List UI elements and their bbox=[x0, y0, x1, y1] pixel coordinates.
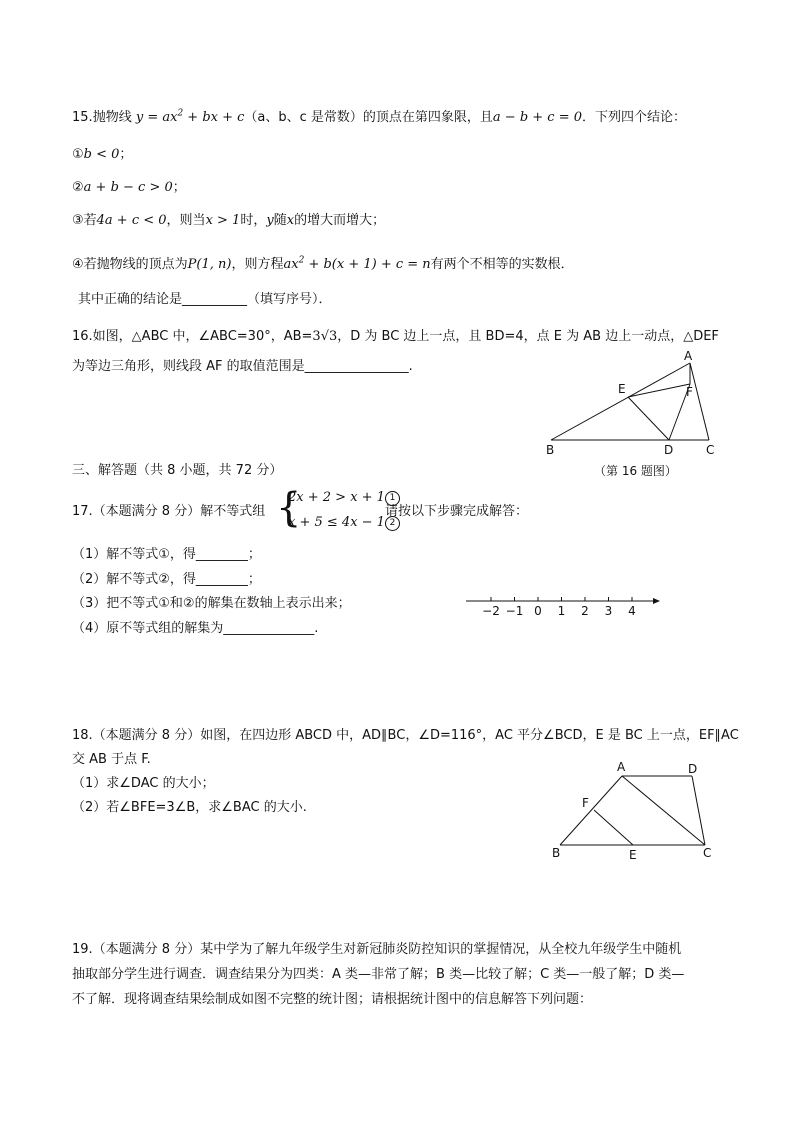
q15-answer-line: 其中正确的结论是__________（填写序号）． bbox=[78, 292, 332, 307]
q17-inequality-2: x + 5 ≤ 4x − 1 2 bbox=[288, 514, 400, 532]
q18-label-e: E bbox=[629, 848, 637, 862]
q18-label-d: D bbox=[688, 762, 698, 776]
axis-tick-label: 1 bbox=[557, 604, 566, 618]
q18-question-1: （1）求∠DAC 的大小； bbox=[72, 776, 215, 791]
q18-label-b: B bbox=[552, 846, 561, 860]
q16-label-a: A bbox=[684, 349, 693, 363]
q16-label-f: F bbox=[686, 385, 693, 399]
q18-label-a: A bbox=[617, 760, 626, 774]
q17-inequality-1: 2x + 2 > x + 1 1 bbox=[288, 489, 400, 507]
q18-line-1: 18.（本题满分 8 分）如图，在四边形 ABCD 中，AD∥BC，∠D=116°，AC 平分∠BCD，E 是 BC 上一点，EF∥AC bbox=[72, 728, 739, 743]
q16-label-d: D bbox=[664, 443, 674, 457]
q16-caption: （第 16 题图） bbox=[594, 464, 677, 478]
q15-conclusion-3: ③若4a + c < 0，则当x > 1时，y随x的增大而增大； bbox=[72, 213, 386, 228]
axis-tick-label: 2 bbox=[581, 604, 589, 618]
q17-step-1: （1）解不等式①，得________； bbox=[72, 547, 261, 562]
q18-question-2: （2）若∠BFE=3∠B，求∠BAC 的大小. bbox=[72, 800, 307, 815]
q19-line-3: 不了解．现将调查结果绘制成如图不完整的统计图；请根据统计图中的信息解答下列问题： bbox=[72, 992, 593, 1007]
q18-label-c: C bbox=[703, 846, 712, 860]
section-3-heading: 三、解答题（共 8 小题，共 72 分） bbox=[72, 463, 283, 478]
q16-label-e: E bbox=[618, 382, 626, 396]
q18-label-f: F bbox=[582, 796, 589, 810]
q17-step-3: （3）把不等式①和②的解集在数轴上表示出来； bbox=[72, 596, 351, 611]
q18-line-2: 交 AB 于点 F. bbox=[72, 752, 151, 767]
axis-tick-label: −2 bbox=[482, 604, 500, 618]
q15-text: 抛物线 bbox=[92, 110, 132, 125]
q16-line-2: 为等边三角形，则线段 AF 的取值范围是________________. bbox=[72, 359, 413, 374]
q19-line-1: 19.（本题满分 8 分）某中学为了解九年级学生对新冠肺炎防控知识的掌握情况，从全校九年级学生中随机 bbox=[72, 942, 682, 957]
q16-label-b: B bbox=[546, 443, 555, 457]
q15-conclusion-4: ④若抛物线的顶点为P(1, n)，则方程$ax^2 + b(x + 1) + c = n$有两个不相等的实数根． bbox=[72, 255, 574, 272]
q15-constant-note: （a、b、c 是常数）的顶点在第四象限，且 bbox=[244, 110, 493, 125]
system-brace: { bbox=[276, 485, 302, 531]
q15-equation: $y = ax^2$ + bx + c bbox=[135, 108, 245, 125]
q17-step-2: （2）解不等式②，得________； bbox=[72, 572, 261, 587]
axis-tick-label: 4 bbox=[628, 604, 636, 618]
q15-conclusion-2: ②a + b − c > 0； bbox=[72, 180, 186, 195]
q17-head: 17.（本题满分 8 分）解不等式组 bbox=[72, 504, 266, 519]
axis-tick-label: 3 bbox=[604, 604, 613, 618]
q15-text-end: ．下列四个结论： bbox=[582, 110, 687, 125]
q15-condition: a − b + c = 0 bbox=[492, 110, 583, 125]
axis-tick-label: 0 bbox=[534, 604, 542, 618]
q15-conclusion-1: ①b < 0； bbox=[72, 147, 133, 162]
q17-tail: 请按以下步骤完成解答： bbox=[385, 504, 529, 519]
q16-line-1: 16.如图，△ABC 中，∠ABC=30°，AB=3√3，D 为 BC 边上一点，且 BD=4，点 E 为 AB 边上一动点，△DEF bbox=[72, 329, 719, 344]
q15-number: 15. bbox=[72, 110, 93, 125]
axis-tick-label: −1 bbox=[505, 604, 524, 618]
q17-step-4: （4）原不等式组的解集为______________. bbox=[72, 621, 319, 636]
q16-label-c: C bbox=[706, 443, 715, 457]
q19-line-2: 抽取部分学生进行调查．调查结果分为四类：A 类—非常了解；B 类—比较了解；C 类—一般了解；D 类— bbox=[72, 967, 685, 982]
